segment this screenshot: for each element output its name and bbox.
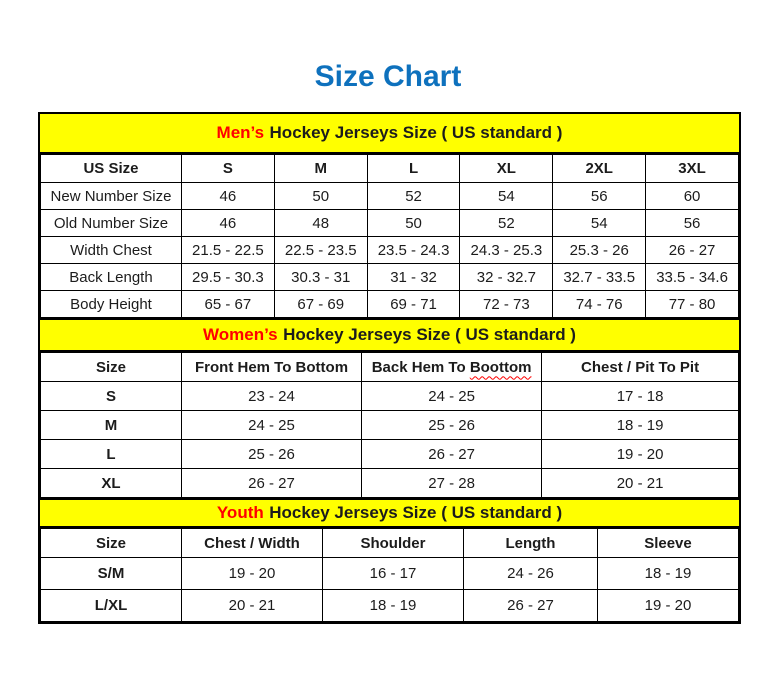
men-section-header-highlight: Men’s xyxy=(216,123,265,142)
women-size-value-cell: 23 - 24 xyxy=(181,382,361,411)
men-size-value-cell: 50 xyxy=(367,210,460,237)
men-size-value-cell: 67 - 69 xyxy=(274,291,367,318)
men-column-header: XL xyxy=(460,155,553,183)
men-column-header: 3XL xyxy=(646,155,739,183)
men-size-value-cell: 50 xyxy=(274,183,367,210)
women-column-header-row xyxy=(41,353,739,382)
men-column-header: S xyxy=(181,155,274,183)
men-column-header-row xyxy=(41,155,739,183)
men-table-row xyxy=(41,183,739,210)
women-table-row xyxy=(41,440,739,469)
men-size-value-cell: 22.5 - 23.5 xyxy=(274,237,367,264)
women-column-header: Chest / Pit To Pit xyxy=(542,353,739,382)
women-size-value-cell: 26 - 27 xyxy=(181,469,361,498)
women-size-value-cell: 19 - 20 xyxy=(542,440,739,469)
misspelled-word: Boottom xyxy=(469,358,532,376)
women-size-value-cell: 27 - 28 xyxy=(362,469,542,498)
men-size-value-cell: 24.3 - 25.3 xyxy=(460,237,553,264)
women-size-value-cell: 18 - 19 xyxy=(542,411,739,440)
men-size-value-cell: 30.3 - 31 xyxy=(274,264,367,291)
youth-size-value-cell: 18 - 19 xyxy=(597,558,738,590)
men-section-header xyxy=(40,114,739,154)
women-size-value-cell: 20 - 21 xyxy=(542,469,739,498)
men-size-value-cell: 48 xyxy=(274,210,367,237)
youth-size-value-cell: 24 - 26 xyxy=(463,558,597,590)
men-row-label: Width Chest xyxy=(41,237,182,264)
youth-row-label: L/XL xyxy=(41,590,182,622)
men-column-header: 2XL xyxy=(553,155,646,183)
youth-section-header-highlight: Youth xyxy=(216,503,264,522)
men-section xyxy=(40,114,739,318)
women-table-row xyxy=(41,382,739,411)
men-table-row xyxy=(41,210,739,237)
women-row-label: L xyxy=(41,440,182,469)
youth-size-value-cell: 16 - 17 xyxy=(322,558,463,590)
men-size-value-cell: 32 - 32.7 xyxy=(460,264,553,291)
men-row-label: Back Length xyxy=(41,264,182,291)
women-section xyxy=(40,318,739,498)
men-size-value-cell: 46 xyxy=(181,183,274,210)
men-size-value-cell: 69 - 71 xyxy=(367,291,460,318)
youth-size-value-cell: 26 - 27 xyxy=(463,590,597,622)
women-size-value-cell: 25 - 26 xyxy=(362,411,542,440)
youth-size-value-cell: 18 - 19 xyxy=(322,590,463,622)
women-size-table xyxy=(40,352,739,498)
women-row-label: XL xyxy=(41,469,182,498)
men-size-value-cell: 23.5 - 24.3 xyxy=(367,237,460,264)
men-row-label: New Number Size xyxy=(41,183,182,210)
men-size-value-cell: 54 xyxy=(553,210,646,237)
men-size-value-cell: 52 xyxy=(460,210,553,237)
men-size-value-cell: 33.5 - 34.6 xyxy=(646,264,739,291)
women-size-value-cell: 24 - 25 xyxy=(362,382,542,411)
women-row-label: M xyxy=(41,411,182,440)
youth-column-header-row xyxy=(41,529,739,558)
men-section-header-rest: Hockey Jerseys Size ( US standard ) xyxy=(269,123,563,142)
men-size-value-cell: 72 - 73 xyxy=(460,291,553,318)
women-column-header: Back Hem To Boottom xyxy=(362,353,542,382)
men-size-value-cell: 21.5 - 22.5 xyxy=(181,237,274,264)
youth-size-table xyxy=(40,528,739,622)
youth-column-header: Length xyxy=(463,529,597,558)
youth-row-label: S/M xyxy=(41,558,182,590)
women-section-header-highlight: Women’s xyxy=(203,325,278,344)
women-column-header: Size xyxy=(41,353,182,382)
men-size-value-cell: 56 xyxy=(646,210,739,237)
size-chart-table xyxy=(38,112,741,624)
women-column-header: Front Hem To Bottom xyxy=(181,353,361,382)
youth-column-header: Sleeve xyxy=(597,529,738,558)
men-size-value-cell: 26 - 27 xyxy=(646,237,739,264)
men-size-value-cell: 52 xyxy=(367,183,460,210)
youth-column-header: Size xyxy=(41,529,182,558)
men-size-value-cell: 60 xyxy=(646,183,739,210)
men-size-table xyxy=(40,154,739,318)
women-section-header-rest: Hockey Jerseys Size ( US standard ) xyxy=(283,325,576,344)
men-row-label: Old Number Size xyxy=(41,210,182,237)
youth-section-header xyxy=(40,498,739,528)
youth-table-row xyxy=(41,558,739,590)
youth-table-row xyxy=(41,590,739,622)
youth-section xyxy=(40,498,739,622)
youth-column-header: Chest / Width xyxy=(181,529,322,558)
men-table-row xyxy=(41,291,739,318)
men-size-value-cell: 77 - 80 xyxy=(646,291,739,318)
youth-section-header-rest: Hockey Jerseys Size ( US standard ) xyxy=(269,503,563,522)
men-size-value-cell: 29.5 - 30.3 xyxy=(181,264,274,291)
men-size-value-cell: 74 - 76 xyxy=(553,291,646,318)
youth-size-value-cell: 19 - 20 xyxy=(181,558,322,590)
men-column-header: L xyxy=(367,155,460,183)
women-size-value-cell: 25 - 26 xyxy=(181,440,361,469)
men-column-header: M xyxy=(274,155,367,183)
men-size-value-cell: 56 xyxy=(553,183,646,210)
women-size-value-cell: 17 - 18 xyxy=(542,382,739,411)
women-size-value-cell: 26 - 27 xyxy=(362,440,542,469)
men-row-label: Body Height xyxy=(41,291,182,318)
men-size-value-cell: 46 xyxy=(181,210,274,237)
men-column-header: US Size xyxy=(41,155,182,183)
youth-size-value-cell: 20 - 21 xyxy=(181,590,322,622)
page-title: Size Chart xyxy=(314,60,462,93)
men-size-value-cell: 65 - 67 xyxy=(181,291,274,318)
men-size-value-cell: 32.7 - 33.5 xyxy=(553,264,646,291)
women-row-label: S xyxy=(41,382,182,411)
men-table-row xyxy=(41,264,739,291)
women-section-header xyxy=(40,318,739,352)
men-size-value-cell: 25.3 - 26 xyxy=(553,237,646,264)
youth-column-header: Shoulder xyxy=(322,529,463,558)
women-size-value-cell: 24 - 25 xyxy=(181,411,361,440)
men-size-value-cell: 54 xyxy=(460,183,553,210)
youth-size-value-cell: 19 - 20 xyxy=(597,590,738,622)
women-table-row xyxy=(41,411,739,440)
women-table-row xyxy=(41,469,739,498)
men-table-row xyxy=(41,237,739,264)
men-size-value-cell: 31 - 32 xyxy=(367,264,460,291)
